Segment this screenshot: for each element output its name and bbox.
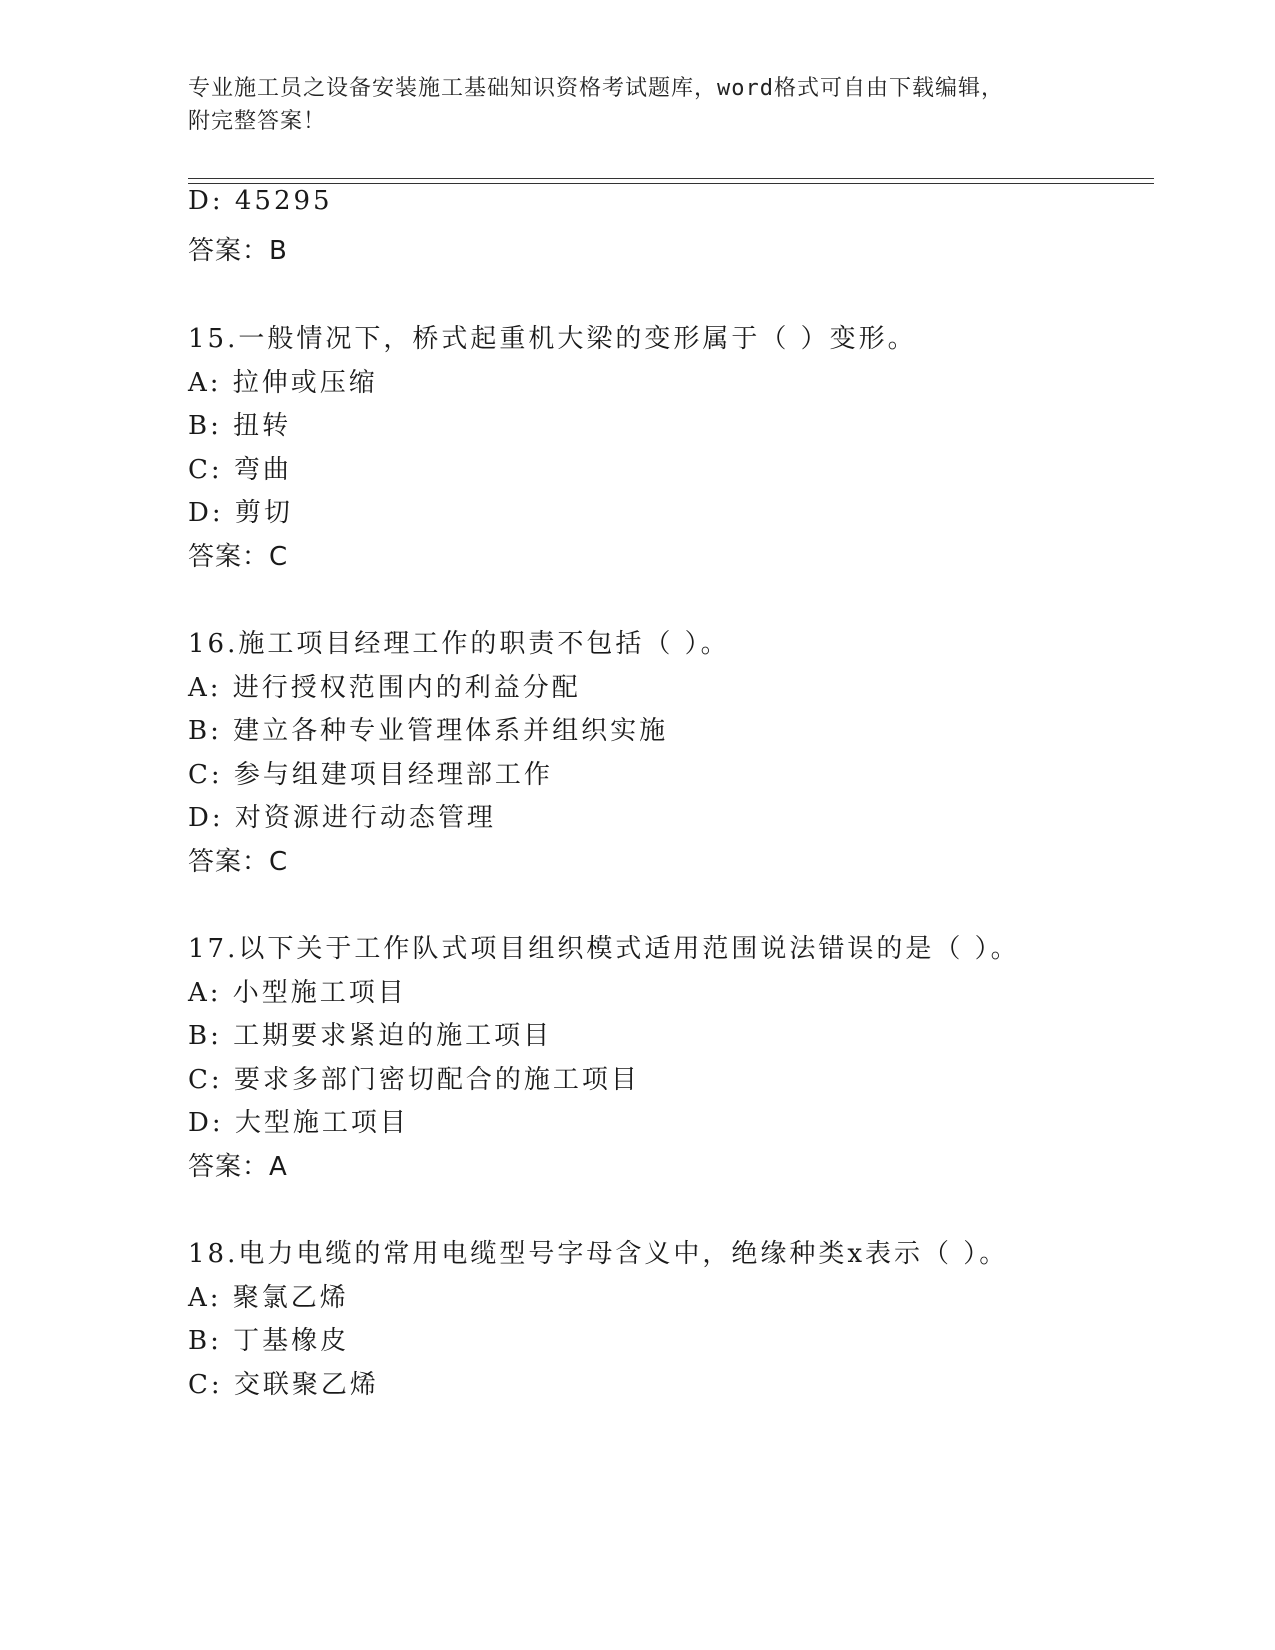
option-a: A: 进行授权范围内的利益分配	[188, 673, 581, 703]
header-line-2: 附完整答案！	[188, 109, 327, 134]
question-stem: 15.一般情况下，桥式起重机大梁的变形属于（ ）变形。	[188, 324, 917, 354]
question-stem: 17.以下关于工作队式项目组织模式适用范围说法错误的是（ ）。	[188, 934, 1020, 964]
question-stem: 16.施工项目经理工作的职责不包括（ ）。	[188, 629, 730, 659]
document-header	[188, 72, 1088, 138]
question-stem: 18.电力电缆的常用电缆型号字母含义中，绝缘种类x表示（ ）。	[188, 1239, 1009, 1269]
header-divider-top	[188, 178, 1154, 179]
option-a: A: 拉伸或压缩	[188, 368, 378, 398]
option-b: B: 工期要求紧迫的施工项目	[188, 1021, 553, 1051]
answer-line: 答案：A	[188, 1152, 288, 1182]
header-line-1: 专业施工员之设备安装施工基础知识资格考试题库，word格式可自由下载编辑，	[188, 76, 1004, 101]
answer-line: 答案：C	[188, 542, 289, 572]
option-d: D: 对资源进行动态管理	[188, 803, 496, 833]
answer-line: 答案：C	[188, 847, 289, 877]
option-c: C: 交联聚乙烯	[188, 1370, 379, 1400]
option-d: D: 45295	[188, 186, 333, 216]
option-c: C: 弯曲	[188, 455, 292, 485]
option-a: A: 小型施工项目	[188, 978, 407, 1008]
option-d: D: 大型施工项目	[188, 1108, 409, 1138]
answer-line: 答案：B	[188, 236, 288, 266]
option-b: B: 丁基橡皮	[188, 1326, 350, 1356]
option-a: A: 聚氯乙烯	[188, 1283, 349, 1313]
option-c: C: 要求多部门密切配合的施工项目	[188, 1065, 640, 1095]
header-divider-bottom	[188, 183, 1154, 184]
option-b: B: 扭转	[188, 411, 292, 441]
option-d: D: 剪切	[188, 498, 293, 528]
option-c: C: 参与组建项目经理部工作	[188, 760, 553, 790]
option-b: B: 建立各种专业管理体系并组织实施	[188, 716, 669, 746]
